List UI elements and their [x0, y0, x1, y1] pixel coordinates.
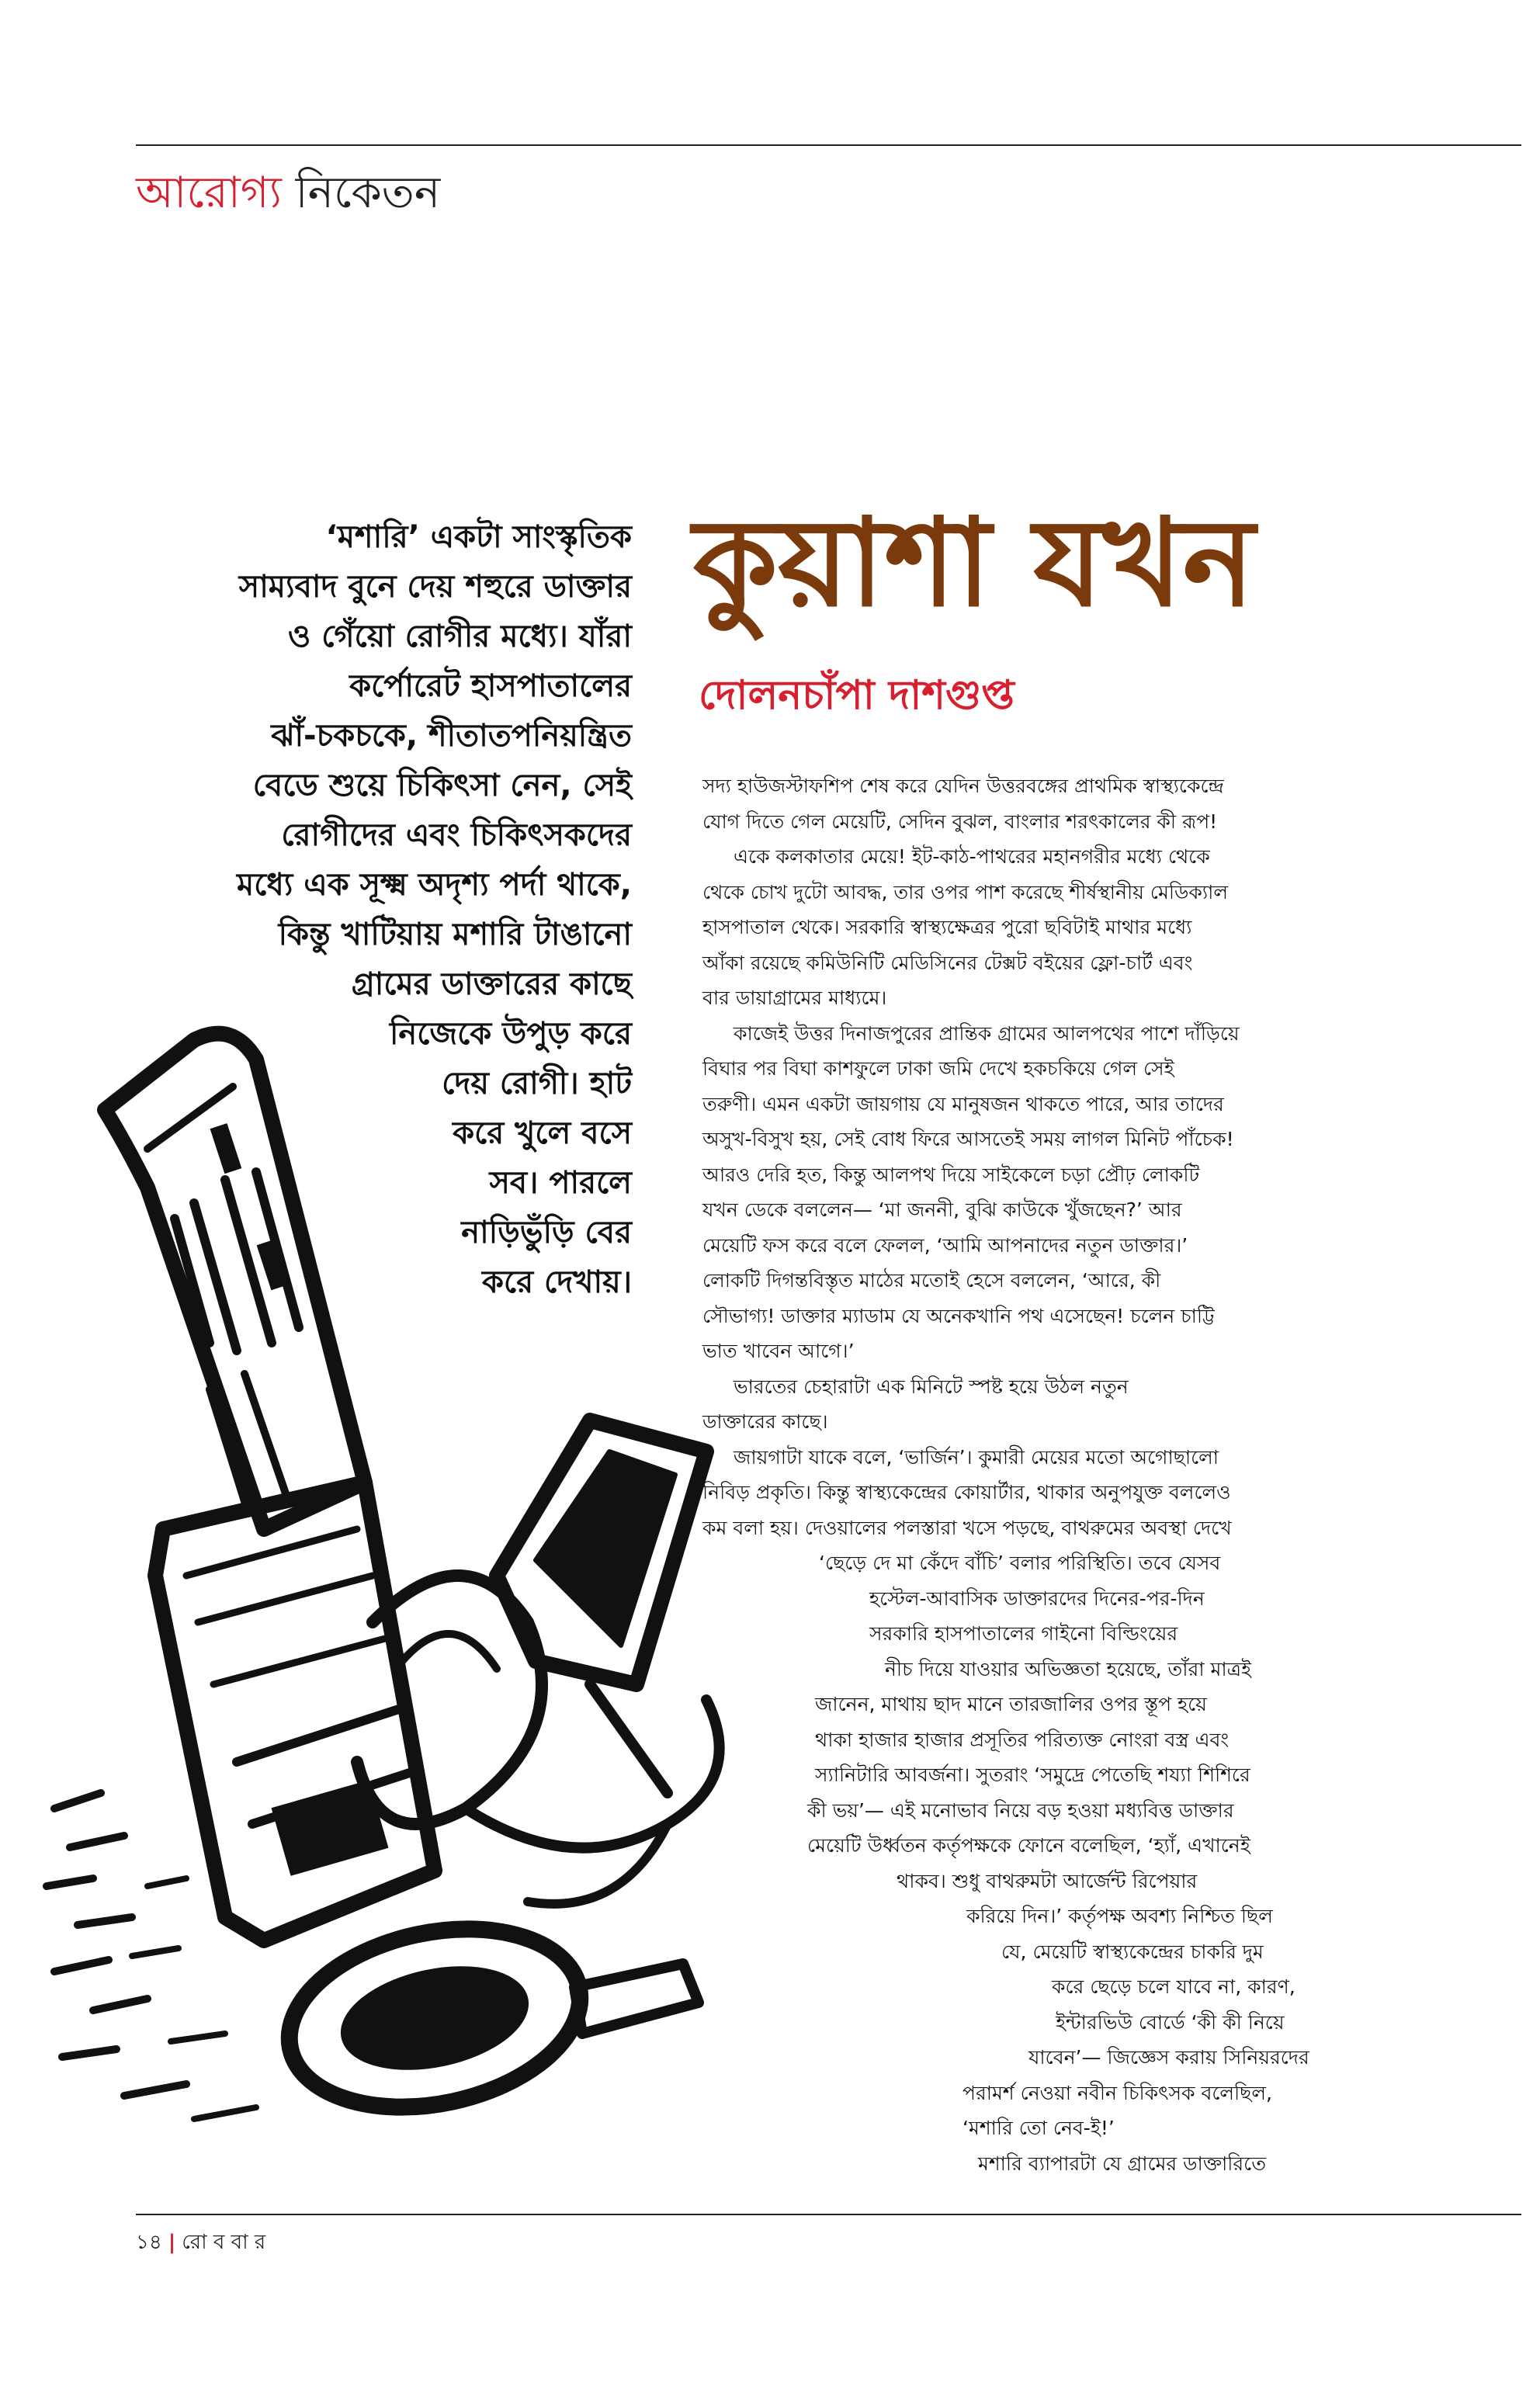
- article-body: [702, 768, 1401, 2181]
- pull-quote-line: নাড়িভুঁড়ি বের: [461, 1215, 632, 1250]
- body-line: নিবিড় প্রকৃতি। কিন্তু স্বাস্থ্যকেন্দ্রের কোয়ার্টার, থাকার অনুপযুক্ত বললেও: [702, 1481, 1231, 1503]
- body-line: কম বলা হয়। দেওয়ালের পলস্তারা খসে পড়ছে, বাথরুমের অবস্থা দেখে: [702, 1516, 1232, 1539]
- body-line: পরামর্শ নেওয়া নবীন চিকিৎসক বলেছিল,: [962, 2081, 1272, 2104]
- body-line: যোগ দিতে গেল মেয়েটি, সেদিন বুঝল, বাংলার শরৎকালের কী রূপ!: [702, 810, 1218, 833]
- body-line: বিঘার পর বিঘা কাশফুলে ঢাকা জমি দেখে হকচকিয়ে গেল সেই: [702, 1057, 1174, 1080]
- body-line: সৌভাগ্য! ডাক্তার ম্যাডাম যে অনেকখানি পথ এসেছেন! চলেন চাট্টি: [702, 1304, 1215, 1327]
- pull-quote-line: ও গেঁয়ো রোগীর মধ্যে। যাঁরা: [287, 619, 632, 654]
- body-line: কী ভয়’— এই মনোভাব নিয়ে বড় হওয়া মধ্যবিত্ত ডাক্তার: [807, 1798, 1234, 1822]
- body-line: জায়গাটা যাকে বলে, ‘ভার্জিন’। কুমারী মেয়ের মতো অগোছালো: [734, 1445, 1219, 1469]
- top-rule: [136, 144, 1521, 146]
- body-line: মশারি ব্যাপারটা যে গ্রামের ডাক্তারিতে: [978, 2152, 1266, 2175]
- body-line: অসুখ-বিসুখ হয়, সেই বোধ ফিরে আসতেই সময় লাগল মিনিট পাঁচেক!: [702, 1128, 1234, 1150]
- pull-quote-line: রোগীদের এবং চিকিৎসকদের: [281, 817, 632, 853]
- article-title: কুয়াশা যখন: [693, 492, 1255, 633]
- pull-quote-line: সাম্যবাদ বুনে দেয় শহুরে ডাক্তার: [238, 569, 632, 605]
- body-line: সরকারি হাসপাতালের গাইনো বিল্ডিংয়ের: [869, 1622, 1178, 1645]
- pull-quote-line: ঝাঁ-চকচকে, শীতাতপনিয়ন্ত্রিত: [271, 718, 632, 754]
- body-line: সদ্য হাউজস্টাফশিপ শেষ করে যেদিন উত্তরবঙ্গের প্রাথমিক স্বাস্থ্যকেন্দ্রে: [702, 775, 1224, 797]
- pull-quote-line: গ্রামের ডাক্তারের কাছে: [351, 966, 632, 1002]
- body-line: থেকে চোখ দুটো আবদ্ধ, তার ওপর পাশ করেছে শীর্ষস্থানীয় মেডিক্যাল: [702, 880, 1228, 903]
- magazine-name: রো ব বা র: [182, 2231, 266, 2254]
- pull-quote-line: কর্পোরেট হাসপাতালের: [349, 668, 632, 704]
- section-header-dark: নিকেতন: [295, 168, 441, 218]
- page-number: ১৪: [136, 2231, 162, 2254]
- body-line: থাকব। শুধু বাথরুমটা আর্জেন্ট রিপেয়ার: [897, 1869, 1198, 1892]
- body-line: স্যানিটারি আবর্জনা। সুতরাং ‘সমুদ্রে পেতেছি শয্যা শিশিরে: [815, 1764, 1250, 1786]
- body-line: আঁকা রয়েছে কমিউনিটি মেডিসিনের টেক্সট বইয়ের ফ্লো-চার্ট এবং: [702, 951, 1193, 974]
- body-line: ভারতের চেহারাটা এক মিনিটে স্পষ্ট হয়ে উঠল নতুন: [734, 1375, 1129, 1398]
- pull-quote-line: বেডে শুয়ে চিকিৎসা নেন, সেই: [252, 768, 632, 803]
- section-header-red: আরোগ্য: [136, 168, 282, 218]
- body-line: মেয়েটি উর্ধ্বতন কর্তৃপক্ষকে ফোনে বলেছিল, ‘হ্যাঁ, এখানেই: [807, 1834, 1250, 1857]
- bottom-rule: [136, 2214, 1521, 2215]
- body-line: ডাক্তারের কাছে।: [702, 1410, 828, 1433]
- pull-quote-line: করে দেখায়।: [482, 1264, 632, 1300]
- body-line: ‘মশারি তো নেব-ই!’: [962, 2117, 1115, 2139]
- body-line: করে ছেড়ে চলে যাবে না, কারণ,: [1052, 1975, 1295, 1998]
- pull-quote-line: সব। পারলে: [489, 1165, 632, 1201]
- body-line: তরুণী। এমন একটা জায়গায় যে মানুষজন থাকতে পারে, আর তাদের: [702, 1092, 1224, 1115]
- blood-pressure-monitor-illustration: [31, 986, 792, 2197]
- body-line: লোকটি দিগন্তবিস্তৃত মাঠের মতোই হেসে বললেন, ‘আরে, কী: [702, 1269, 1161, 1292]
- body-line: হাসপাতাল থেকে। সরকারি স্বাস্থ্যক্ষেত্রর পুরো ছবিটাই মাথার মধ্যে: [702, 916, 1192, 938]
- pull-quote-line: কিন্তু খাটিয়ায় মশারি টাঙানো: [278, 917, 632, 952]
- pull-quote-line: করে খুলে বসে: [453, 1115, 632, 1151]
- footer-separator: |: [168, 2231, 176, 2254]
- body-line: থাকা হাজার হাজার প্রসূতির পরিত্যক্ত নোংরা বস্ত্র এবং: [815, 1728, 1230, 1751]
- author-byline: দোলনচাঁপা দাশগুপ্ত: [699, 672, 1015, 719]
- body-line: হস্টেল-আবাসিক ডাক্তারদের দিনের-পর-দিন: [869, 1587, 1205, 1610]
- body-line: মেয়েটি ফস করে বলে ফেলল, ‘আমি আপনাদের নতুন ডাক্তার।’: [702, 1233, 1188, 1257]
- body-line: আরও দেরি হত, কিন্তু আলপথ দিয়ে সাইকেলে চড়া প্রৌঢ় লোকটি: [702, 1163, 1200, 1186]
- pull-quote-line: ‘মশারি’ একটা সাংস্কৃতিক: [325, 519, 632, 555]
- page-footer: [136, 2226, 265, 2260]
- body-line: কাজেই উত্তর দিনাজপুরের প্রান্তিক গ্রামের আলপথের পাশে দাঁড়িয়ে: [734, 1021, 1240, 1045]
- body-line: একে কলকাতার মেয়ে! ইট-কাঠ-পাথরের মহানগরীর মধ্যে থেকে: [734, 845, 1210, 868]
- body-line: যাবেন’— জিজ্ঞেস করায় সিনিয়রদের: [1028, 2046, 1309, 2069]
- body-line: যে, মেয়েটি স্বাস্থ্যকেন্দ্রের চাকরি দুম: [1001, 1940, 1264, 1963]
- body-line: ভাত খাবেন আগে।’: [702, 1340, 855, 1362]
- body-line: নীচ দিয়ে যাওয়ার অভিজ্ঞতা হয়েছে, তাঁরা মাত্রই: [885, 1657, 1252, 1680]
- pull-quote-line: মধ্যে এক সূক্ষ্ম অদৃশ্য পর্দা থাকে,: [237, 867, 632, 903]
- section-header: [136, 169, 440, 217]
- pull-quote-line: দেয় রোগী। হাট: [442, 1066, 632, 1101]
- body-line: জানেন, মাথায় ছাদ মানে তারজালির ওপর স্তূপ হয়ে: [815, 1693, 1207, 1715]
- body-line: যখন ডেকে বললেন— ‘মা জননী, বুঝি কাউকে খুঁজছেন?’ আর: [702, 1198, 1182, 1221]
- body-line: করিয়ে দিন।’ কর্তৃপক্ষ অবশ্য নিশ্চিত ছিল: [966, 1905, 1273, 1927]
- pull-quote-line: নিজেকে উপুড় করে: [389, 1016, 632, 1052]
- body-line: ‘ছেড়ে দে মা কেঁদে বাঁচি’ বলার পরিস্থিতি। তবে যেসব: [819, 1552, 1221, 1574]
- body-line: বার ডায়াগ্রামের মাধ্যমে।: [702, 987, 887, 1009]
- body-line: ইন্টারভিউ বোর্ডে ‘কী কী নিয়ে: [1056, 2010, 1285, 2034]
